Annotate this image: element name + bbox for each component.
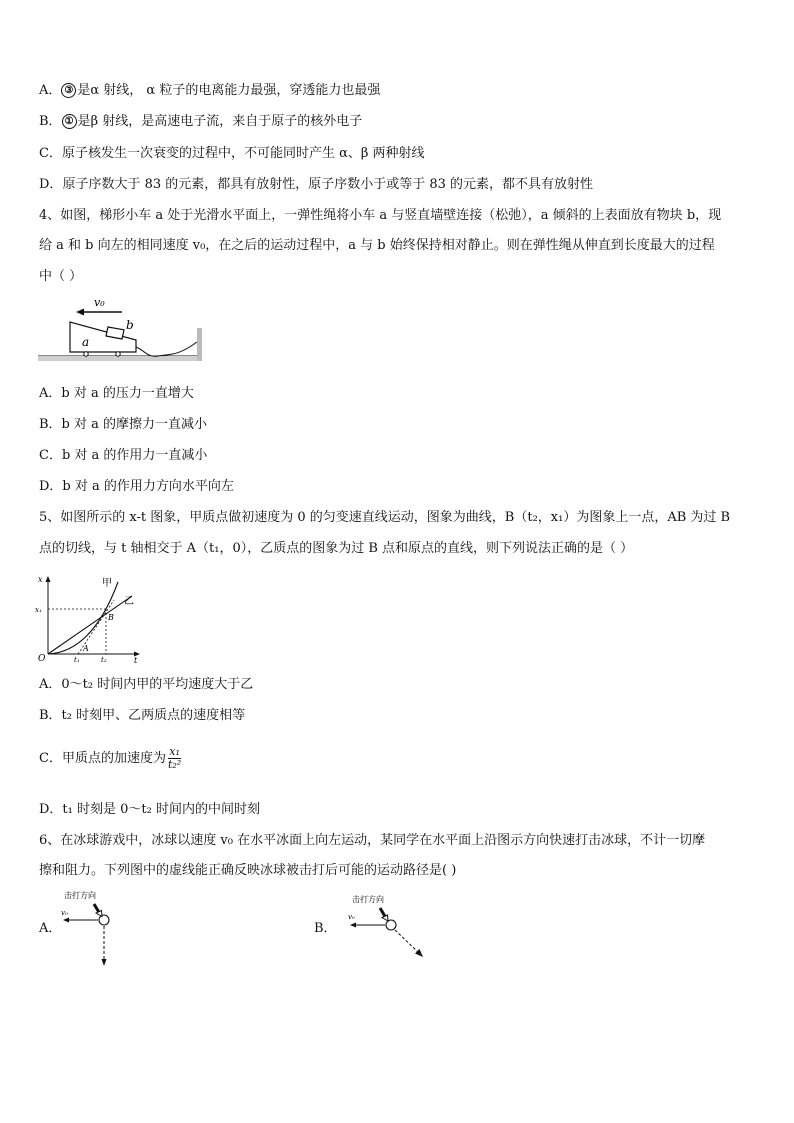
block-label: b xyxy=(126,318,134,332)
option-text: 是α 射线， α 粒子的电离能力最强，穿透能力也最强 xyxy=(77,83,381,98)
option-text: 原子序数大于 83 的元素，都具有放射性，原子序数小于或等于 83 的元素，都不具有放射性 xyxy=(62,177,594,192)
label-jia: 甲 xyxy=(102,578,112,589)
q4-option-b: B．b 对 a 的摩擦力一直减小 xyxy=(39,417,208,432)
wheel xyxy=(116,352,120,356)
q5-option-b: B．t₂ 时刻甲、乙两质点的速度相等 xyxy=(39,708,246,723)
t2-label: t₂ xyxy=(101,656,107,664)
q6-stem-line2: 擦和阻力。下列图中的虚线能正确反映冰球被击打后可能的运动路径是( ) xyxy=(39,863,457,878)
puck xyxy=(386,920,396,930)
line-yi xyxy=(48,596,132,654)
path-arrow-icon xyxy=(102,959,107,966)
puck xyxy=(99,915,109,925)
q6-stem-line1: 6、在冰球游戏中，冰球以速度 v₀ 在水平冰面上向左运动，某同学在水平面上沿图示方向快速打击冰球，不计一切摩 xyxy=(39,833,706,848)
q6-option-b-label: B． xyxy=(314,921,337,936)
q4-stem-line1: 4、如图，梯形小车 a 处于光滑水平面上，一弹性绳将小车 a 与竖直墙壁连接（松弛），a 倾斜的上表面放有物块 b，现 xyxy=(39,208,722,223)
option-letter: A． xyxy=(39,83,62,98)
velocity-label: v₀ xyxy=(94,296,105,309)
option-letter: D． xyxy=(39,177,63,192)
arrow-head-icon xyxy=(350,923,356,928)
hit-direction-label: 击打方向 xyxy=(64,891,96,900)
q5-option-c xyxy=(39,746,181,771)
q5-stem-line2: 点的切线，与 t 轴相交于 A（t₁，0），乙质点的图象为过 B 点和原点的直线，则下列说法正确的是（ ） xyxy=(39,541,634,556)
q3-option-b xyxy=(39,113,362,131)
q6-option-a-label: A． xyxy=(39,921,62,936)
option-letter: C． xyxy=(39,146,62,161)
option-letter: B． xyxy=(39,114,62,129)
q4-option-c: C．b 对 a 的作用力一直减小 xyxy=(39,448,208,463)
origin-label: O xyxy=(38,654,46,664)
q4-stem-line2: 给 a 和 b 向左的相同速度 v₀，在之后的运动过程中，a 与 b 始终保持相对静止。则在弹性绳从伸直到长度最大的过程 xyxy=(39,238,715,253)
q5-stem-line1: 5、如图所示的 x-t 图象，甲质点做初速度为 0 的匀变速直线运动，图象为曲线，B（t₂，x₁）为图象上一点，AB 为过 B xyxy=(39,510,731,525)
q6-option-b-figure xyxy=(342,888,432,960)
option-text: C．甲质点的加速度为 xyxy=(39,751,166,766)
q4-option-d: D．b 对 a 的作用力方向水平向左 xyxy=(39,479,234,494)
q5-option-a: A．0～t₂ 时间内甲的平均速度大于乙 xyxy=(39,677,254,692)
x-axis-label: x xyxy=(38,575,43,584)
fraction-numerator: x₁ xyxy=(169,745,180,758)
fraction-denominator: t₂² xyxy=(167,758,182,771)
hit-arrow-head-icon xyxy=(382,915,388,921)
label-yi: 乙 xyxy=(124,596,134,607)
q4-figure xyxy=(38,292,208,364)
circled-number: ③ xyxy=(61,83,76,98)
x-axis-arrow-icon xyxy=(46,576,51,582)
elastic-rope xyxy=(136,342,197,356)
option-text: 原子核发生一次衰变的过程中，不可能同时产生 α、β 两种射线 xyxy=(61,146,425,161)
point-a-label: A xyxy=(83,644,89,653)
hit-direction-label: 击打方向 xyxy=(352,895,384,904)
q3-option-c xyxy=(39,145,425,163)
q5-xt-graph xyxy=(34,572,144,664)
q6-option-a-figure xyxy=(56,888,126,970)
path-arrow-icon xyxy=(415,949,423,957)
q3-option-d xyxy=(39,176,593,194)
x1-label: x₁ xyxy=(35,606,42,614)
path-dashed xyxy=(395,930,418,952)
q3-option-a xyxy=(39,82,380,100)
arrow-head-icon xyxy=(63,918,69,923)
arrow-head-icon xyxy=(76,309,84,316)
point-b-label: B xyxy=(108,613,114,622)
wheel xyxy=(84,352,88,356)
cart-label: a xyxy=(82,335,90,349)
acceleration-fraction xyxy=(168,746,181,771)
option-text: 是β 射线，是高速电子流，来自于原子的核外电子 xyxy=(77,114,363,129)
t-axis-label: t xyxy=(134,656,138,664)
velocity-label: v₀ xyxy=(61,909,68,917)
ground-hatch xyxy=(38,356,198,361)
q4-stem-line3: 中（ ） xyxy=(39,269,83,284)
q4-option-a: A．b 对 a 的压力一直增大 xyxy=(39,386,194,401)
q5-option-d: D．t₁ 时刻是 0～t₂ 时间内的中间时刻 xyxy=(39,802,260,817)
circled-number: ① xyxy=(62,114,77,129)
velocity-label: v₀ xyxy=(348,913,355,921)
wall xyxy=(197,328,202,361)
t1-label: t₁ xyxy=(74,656,80,664)
